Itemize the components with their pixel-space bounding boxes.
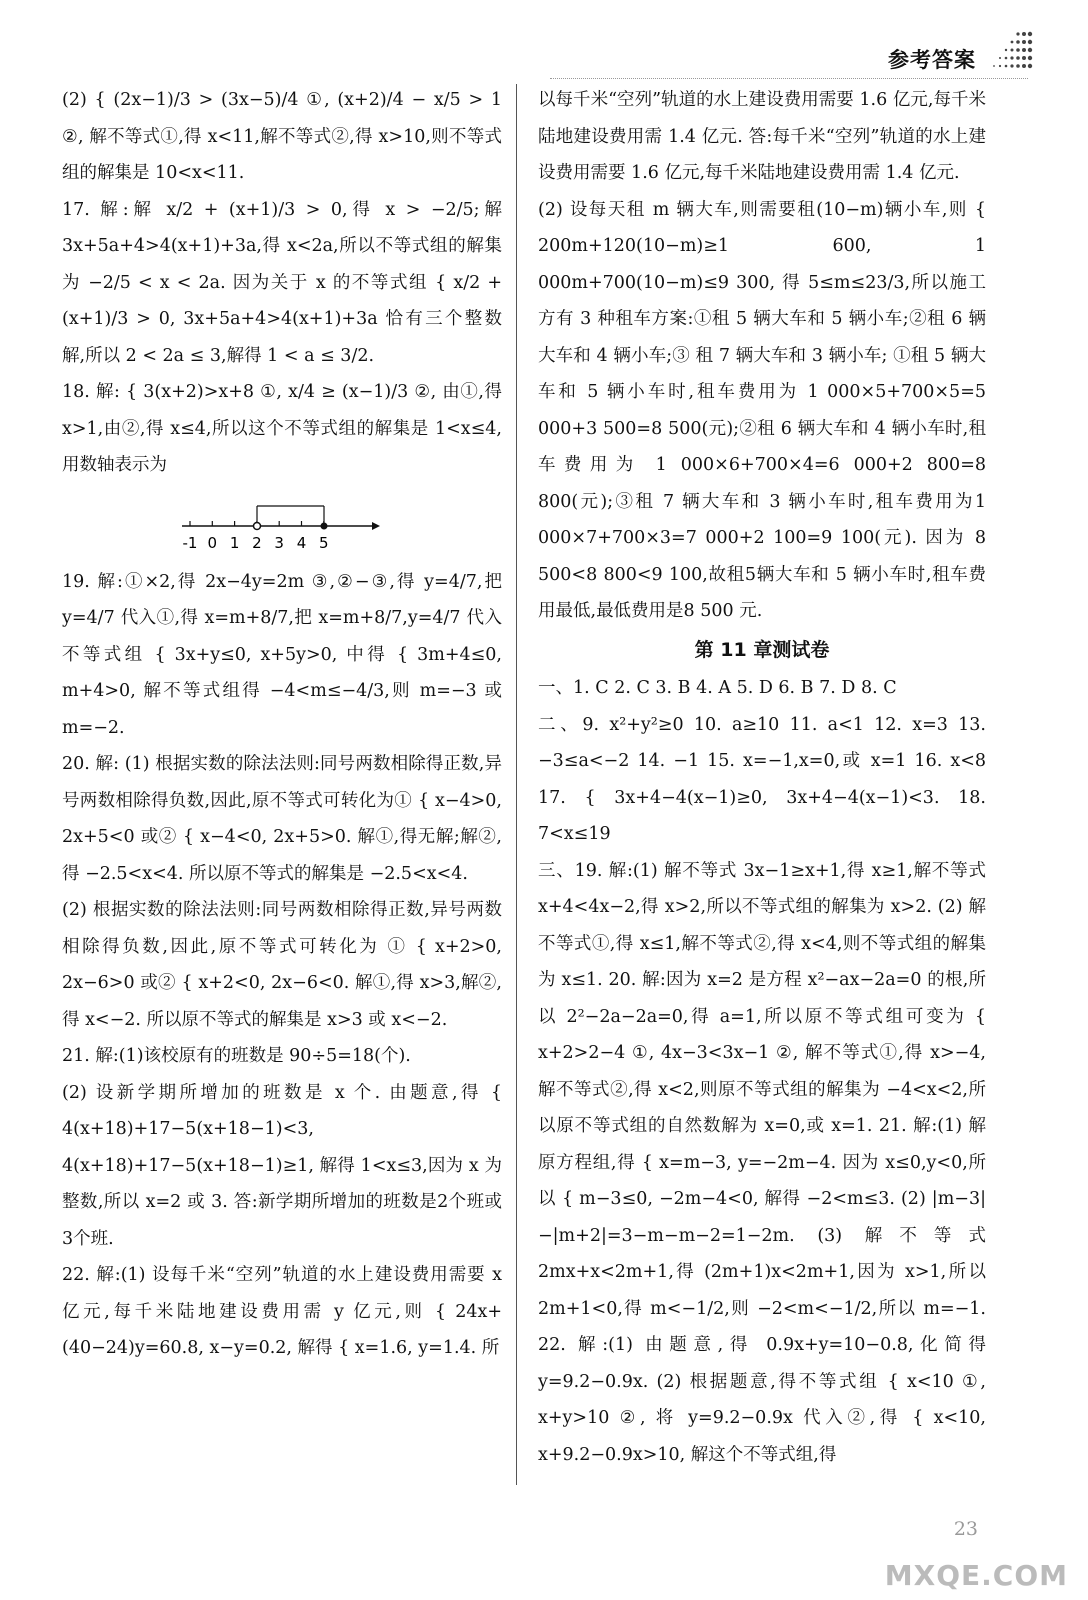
answer-16-part2: (2) { (2x−1)/3 > (3x−5)/4 ①, (x+2)/4 − x/5 > 1 ②, 解不等式①,得 x<11,解不等式②,得 x>10,则不等式组的解集是 10<x<11. — [62, 90, 502, 183]
number-line-tick-label: 0 — [207, 533, 218, 552]
choice-answers: 一、1. C 2. C 3. B 4. A 5. D 6. B 7. D 8. C — [538, 678, 897, 698]
dot-pattern-icon — [980, 28, 1036, 76]
page-number: 23 — [953, 1518, 978, 1540]
open-point — [254, 522, 261, 529]
solution-answers: 三、19. 解:(1) 解不等式 3x−1≥x+1,得 x≥1,解不等式 x+4<4x−2,得 x>2,所以不等式组的解集为 x>2. (2) 解不等式①,得 x≤1,解不等式②,得 x<4,则不等式组的解集为 x≤1. 20. 解:因为 x=2 是方程 x²−ax−2a=0 的根,所以 2²−2a−2a=0,得 a=1,所以原不等式组可变为 { x+2>2−4 ①, 4x−3<3x−1 ②, 解不等式①,得 x>−4,解不等式②,得 x<2,则原不等式组的解集为 −4<x<2,所以原不等式组的自然数解为 x=0,或 x=1. 21. 解:(1) 解原方程组,得 { x=m−3, y=−2m−4. 因为 x≤0,y<0,所以 { m−3≤0, −2m−4<0, 解得 −2<m≤3. (2) |m−3|−|m+2|=3−m−m−2=1−2m. (3) 解不等式 2mx+x<2m+1,得 (2m+1)x<2m+1,因为 x>1,所以 2m+1<0,得 m<−1/2,则 −2<m<−1/2,所以 m=−1. 22. 解:(1) 由题意,得 0.9x+y=10−0.8,化简得 y=9.2−0.9x. (2) 根据题意,得不等式组 { x<10 ①, x+y>10 ②, 将 y=9.2−0.9x 代入②,得 { x<10, x+9.2−0.9x>10, 解这个不等式组,得 — [538, 860, 986, 1465]
answer-22-part2: (2) 设每天租 m 辆大车,则需要租(10−m)辆小车,则 { 200m+120(10−m)≥1 600, 1 000m+700(10−m)≤9 300, 得 5≤m≤23/3,所以施工方有 3 种租车方案:①租 5 辆大车和 5 辆小车;②租 6 辆大车和 4 辆小车;③ 租 7 辆大车和 3 辆小车; ①租 5 辆大车和 5 辆小车时,租车费用为 1 000×5+700×5=5 000+3 500=8 500(元);②租 6 辆大车和 4 辆小车时,租车费用为 1 000×6+700×4=6 000+2 800=8 800(元);③租 7 辆大车和 3 辆小车时,租车费用为1 000×7+700×3=7 000+2 100=9 100(元). 因为 8 500<8 800<9 100,故租5辆大车和 5 辆小车时,租车费用最低,最低费用是8 500 元. — [538, 199, 986, 621]
section-title: 第 11 章测试卷 — [694, 638, 830, 661]
answer-22-part1: 22. 解:(1) 设每千米“空列”轨道的水上建设费用需要 x 亿元,每千米陆地建设费用需 y 亿元,则 { 24x+(40−24)y=60.8, x−y=0.2, 解得 { x=1.6, y=1.4. 所 — [62, 1265, 502, 1358]
number-line-figure — [182, 488, 502, 558]
column-divider — [516, 84, 517, 1485]
answer-20-part2: (2) 根据实数的除法法则:同号两数相除得正数,异号两数相除得负数,因此,原不等式可转化为 ① { x+2>0, 2x−6>0 或② { x+2<0, 2x−6<0. 解①,得 x>3,解②,得 x<−2. 所以原不等式的解集是 x>3 或 x<−2. — [62, 900, 502, 1030]
left-column — [62, 82, 502, 1367]
header-title: 参考答案 — [888, 48, 976, 72]
header-rule — [550, 78, 1028, 79]
answer-17: 17. 解:解 x/2 + (x+1)/3 > 0,得 x > −2/5;解 3x+5a+4>4(x+1)+3a,得 x<2a,所以不等式组的解集为 −2/5 < x < 2a. 因为关于 x 的不等式组 { x/2 + (x+1)/3 > 0, 3x+5a+4>4(x+1)+3a 恰有三个整数解,所以 2 < 2a ≤ 3,解得 1 < a ≤ 3/2. — [62, 199, 502, 366]
watermark-logo: MXQE.COM — [884, 1559, 1068, 1592]
right-column — [538, 82, 986, 1473]
number-line-tick-label: 4 — [296, 533, 307, 552]
answer-21-part2: (2) 设新学期所增加的班数是 x 个. 由题意,得 { 4(x+18)+17−5(x+18−1)<3, 4(x+18)+17−5(x+18−1)≥1, 解得 1<x≤3,因为 x 为整数,所以 x=2 或 3. 答:新学期所增加的班数是2个班或3个班. — [62, 1082, 502, 1249]
number-line-tick-label: 1 — [229, 533, 240, 552]
answer-22-continued: 以每千米“空列”轨道的水上建设费用需要 1.6 亿元,每千米陆地建设费用需 1.4 亿元. 答:每千米“空列”轨道的水上建设费用需要 1.6 亿元,每千米陆地建设费用需 1.4 亿元. — [538, 90, 986, 183]
answer-21-part1: 21. 解:(1)该校原有的班数是 90÷5=18(个). — [62, 1046, 411, 1066]
number-line-tick-label: 2 — [252, 533, 262, 552]
answer-20-part1: 20. 解: (1) 根据实数的除法法则:同号两数相除得正数,异号两数相除得负数,因此,原不等式可转化为① { x−4>0, 2x+5<0 或② { x−4<0, 2x+5>0. 解①,得无解;解②,得 −2.5<x<4. 所以原不等式的解集是 −2.5<x<4. — [62, 754, 502, 884]
number-line-tick-label: -1 — [182, 533, 198, 552]
number-line-tick-label: 3 — [274, 533, 284, 552]
closed-point — [321, 522, 328, 529]
fill-blank-answers: 二、9. x²+y²≥0 10. a≥10 11. a<1 12. x=3 13. −3≤a<−2 14. −1 15. x=−1,x=0,或 x=1 16. x<8 17. { 3x+4−4(x−1)≥0, 3x+4−4(x−1)<3. 18. 7<x≤19 — [538, 714, 986, 844]
number-line-tick-label: 5 — [319, 533, 329, 552]
answer-19: 19. 解:①×2,得 2x−4y=2m ③,②−③,得 y=4/7,把 y=4/7 代入①,得 x=m+8/7,把 x=m+8/7,y=4/7 代入不等式组 { 3x+y≤0, x+5y>0, 中得 { 3m+4≤0, m+4>0, 解不等式组得 −4<m≤−4/3,则 m=−3 或 m=−2. — [62, 571, 502, 738]
answer-18: 18. 解: { 3(x+2)>x+8 ①, x/4 ≥ (x−1)/3 ②, 由①,得 x>1,由②,得 x≤4,所以这个不等式组的解集是 1<x≤4,用数轴表示为 — [62, 382, 502, 475]
